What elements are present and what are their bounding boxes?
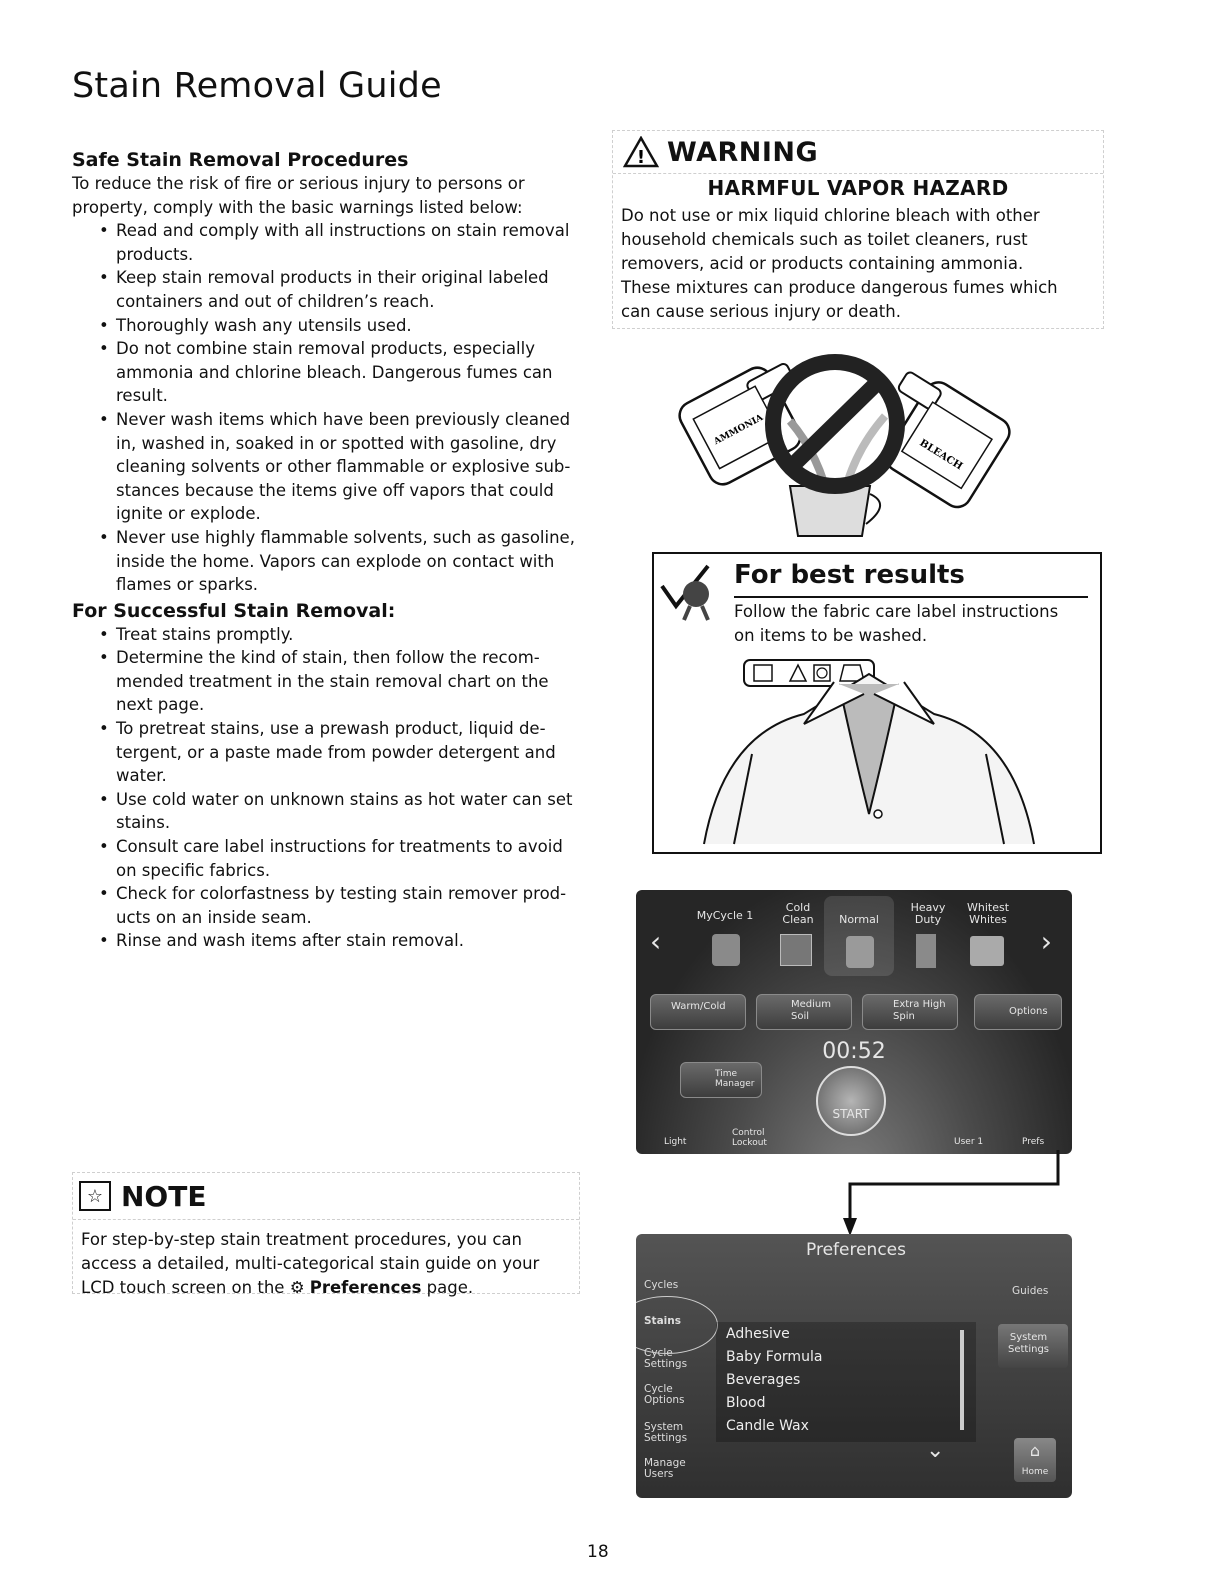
prev-arrow-icon[interactable]: ‹ (650, 925, 662, 958)
list-item: • Check for colorfastness by testing stain remover prod- ucts on an inside seam. (116, 882, 592, 929)
stain-list (716, 1322, 976, 1442)
sidebar-item-cycles[interactable]: Cycles (644, 1279, 679, 1291)
checkmark-ribbon-icon (658, 558, 730, 622)
control-lockout-button[interactable]: Control Lockout (732, 1128, 767, 1148)
bleach-label: BLEACH (917, 437, 965, 473)
options-button[interactable]: Options (974, 994, 1062, 1030)
spin-button[interactable]: Extra High Spin (862, 994, 958, 1030)
scrollbar[interactable] (960, 1330, 964, 1430)
list-item: • Thoroughly wash any utensils used. (116, 314, 592, 338)
cycle-whitest-whites[interactable]: Whitest Whites (958, 900, 1018, 974)
pushpin-icon: ☆ (79, 1181, 111, 1211)
ammonia-label: AMMONIA (712, 412, 766, 448)
best-results-title: For best results (734, 560, 965, 590)
list-item: • Determine the kind of stain, then follow the recom- mended treatment in the stain removal chart on the next page. (116, 646, 592, 717)
warning-box (612, 130, 1104, 329)
warning-triangle-icon (623, 136, 659, 168)
sidebar-item-cycle-settings[interactable]: Cycle Settings (644, 1347, 688, 1370)
list-item: • Read and comply with all instructions on stain removal products. (116, 219, 592, 266)
start-button[interactable]: START (816, 1066, 886, 1136)
snowflake-icon (780, 934, 812, 966)
list-item[interactable]: Beverages (726, 1372, 801, 1388)
stains-highlight-circle (636, 1296, 718, 1354)
list-item[interactable]: Baby Formula (726, 1349, 823, 1365)
safe-list (72, 219, 592, 597)
temp-button[interactable]: Warm/Cold (650, 994, 746, 1030)
best-results-body: Follow the fabric care label instructions on items to be washed. (734, 602, 1059, 645)
preferences-title: Preferences (806, 1240, 906, 1260)
note-title: NOTE (121, 1179, 207, 1213)
gear-icon: ⚙ (289, 1278, 305, 1297)
sidebar-item-manage-users[interactable]: Manage Users (644, 1457, 686, 1480)
shirt-care-label-illustration (694, 654, 1054, 848)
light-button[interactable]: Light (664, 1137, 687, 1147)
lcd-preferences-screen (636, 1234, 1072, 1498)
list-item: • Do not combine stain removal products, especially ammonia and chlorine bleach. Dangerous fumes can result. (116, 337, 592, 408)
note-box (72, 1172, 580, 1297)
cycle-normal[interactable]: Normal (824, 896, 894, 976)
warning-body: Do not use or mix liquid chlorine bleach with other household chemicals such as toilet cleaners, rust removers, acid or products containing ammonia. These mixtures can produce dangerous fumes which can cause serious injury or death. (621, 206, 1058, 321)
successful-list (72, 623, 592, 953)
page-title: Stain Removal Guide (72, 66, 442, 106)
list-item: • Use cold water on unknown stains as hot water can set stains. (116, 788, 592, 835)
next-arrow-icon[interactable]: › (1040, 925, 1052, 958)
time-manager-button[interactable]: Time Manager (680, 1062, 762, 1098)
connector-arrow (840, 1150, 1065, 1240)
sidebar-item-cycle-options[interactable]: Cycle Options (644, 1383, 685, 1406)
soil-button[interactable]: Medium Soil (756, 994, 852, 1030)
system-settings-button[interactable]: System Settings (998, 1324, 1068, 1368)
sidebar-item-stains[interactable]: Stains (644, 1315, 681, 1327)
left-column (72, 148, 592, 953)
warning-subtitle: HARMFUL VAPOR HAZARD (707, 176, 1009, 200)
prefs-button[interactable]: Prefs (1022, 1137, 1045, 1147)
cycle-mycycle[interactable]: MyCycle 1 (690, 904, 760, 974)
cycle-cold-clean[interactable]: Cold Clean (768, 900, 828, 974)
successful-heading: For Successful Stain Removal: (72, 599, 396, 622)
svg-text:!: ! (636, 147, 646, 168)
home-button[interactable]: ⌂ Home (1014, 1438, 1056, 1482)
list-item: • Consult care label instructions for treatments to avoid on specific fabrics. (116, 835, 592, 882)
sidebar-item-system-settings[interactable]: System Settings (644, 1421, 688, 1444)
overalls-icon (916, 934, 936, 968)
list-item: • Keep stain removal products in their original labeled containers and out of children’s reach. (116, 266, 592, 313)
page-number: 18 (587, 1542, 609, 1562)
list-item: • To pretreat stains, use a prewash product, liquid de- tergent, or a paste made from powder detergent and water. (116, 717, 592, 788)
chevron-down-icon[interactable]: ⌄ (926, 1438, 945, 1463)
home-icon: ⌂ (1029, 1441, 1041, 1460)
cycle-heavy-duty[interactable]: Heavy Duty (898, 900, 958, 974)
list-item: • Rinse and wash items after stain removal. (116, 929, 592, 953)
shirt-icon (846, 936, 874, 968)
user-button[interactable]: User 1 (954, 1137, 984, 1147)
list-item[interactable]: Candle Wax (726, 1418, 809, 1434)
no-mixing-illustration (670, 336, 1020, 546)
time-display: 00:52 (822, 1039, 886, 1064)
list-item: • Never wash items which have been previously cleaned in, washed in, soaked in or spotted with gasoline, dry cleaning solvents or other flammable or explosive sub- stances because the items give off vapors that could ignite or explode. (116, 408, 592, 526)
lcd-main-screen (636, 890, 1072, 1154)
warning-title: WARNING (667, 136, 819, 168)
list-item: • Treat stains promptly. (116, 623, 592, 647)
safe-heading: Safe Stain Removal Procedures (72, 149, 409, 171)
list-item[interactable]: Blood (726, 1395, 766, 1411)
list-item: • Never use highly flammable solvents, such as gasoline, inside the home. Vapors can explode on contact with flames or sparks. (116, 526, 592, 597)
note-body: For step-by-step stain treatment procedures, you can access a detailed, multi-categorical stain guide on your LCD touch screen on the ⚙ Preferences page. (81, 1230, 540, 1297)
safe-intro: To reduce the risk of fire or serious injury to persons or property, comply with the basic warnings listed below: (72, 174, 525, 217)
shirt-heart-icon (712, 934, 740, 966)
best-results-box (652, 552, 1102, 854)
laundry-basket-icon (970, 936, 1004, 966)
list-item[interactable]: Adhesive (726, 1326, 790, 1342)
guides-button[interactable]: Guides (1012, 1285, 1049, 1297)
